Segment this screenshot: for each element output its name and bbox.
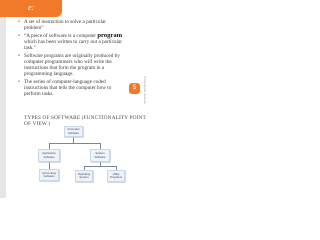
- connector-line: [84, 166, 116, 167]
- bullet-marker: •: [18, 32, 20, 39]
- page-number: 5: [132, 84, 137, 91]
- section-title: TYPES OF SOFTWARE (FUNCTIONALITY POINT OF VIEW ): [24, 115, 146, 127]
- node-application-software: Application Software: [38, 149, 60, 162]
- node-utility-programs: Utility Programs: [107, 170, 125, 182]
- bullet-marker: •: [18, 78, 20, 85]
- connector-line: [49, 162, 50, 169]
- bullet-item: [18, 79, 124, 97]
- node-accounting-software: Accounting Software: [39, 169, 59, 181]
- bullet-text-before: “A piece of software is a computer: [24, 32, 98, 39]
- bullet-marker: •: [18, 52, 20, 59]
- bullet-text: A set of instruction to solve a particular problem”: [24, 19, 106, 32]
- node-operating-system: Operating System: [75, 170, 93, 182]
- bullet-text: Software programs are originally produced by computer programmers who will write the instructions that form the program in a programming language.: [24, 52, 120, 77]
- bullet-item: [18, 53, 124, 77]
- bullet-item: [18, 33, 124, 51]
- bullet-bold-word: program: [97, 31, 123, 39]
- bullet-marker: •: [18, 19, 20, 25]
- definition-bullet-list: [18, 19, 124, 99]
- bullet-text-after: which has been written to carry out a particular task.”: [24, 38, 122, 51]
- header-label: e:: [28, 3, 35, 12]
- header-tab: [0, 0, 62, 17]
- slide-left-border: [0, 0, 6, 198]
- page-number-badge: [129, 83, 140, 94]
- node-computer-software: Computer Software: [64, 126, 83, 137]
- bullet-item: [18, 19, 124, 31]
- vertical-side-label: IL Computer Science: [143, 76, 147, 104]
- bullet-text: The series of computer-language coded instructions that tells the computer how to perform tasks.: [24, 78, 112, 97]
- connector-line: [49, 143, 100, 144]
- node-system-software: System Software: [90, 149, 110, 162]
